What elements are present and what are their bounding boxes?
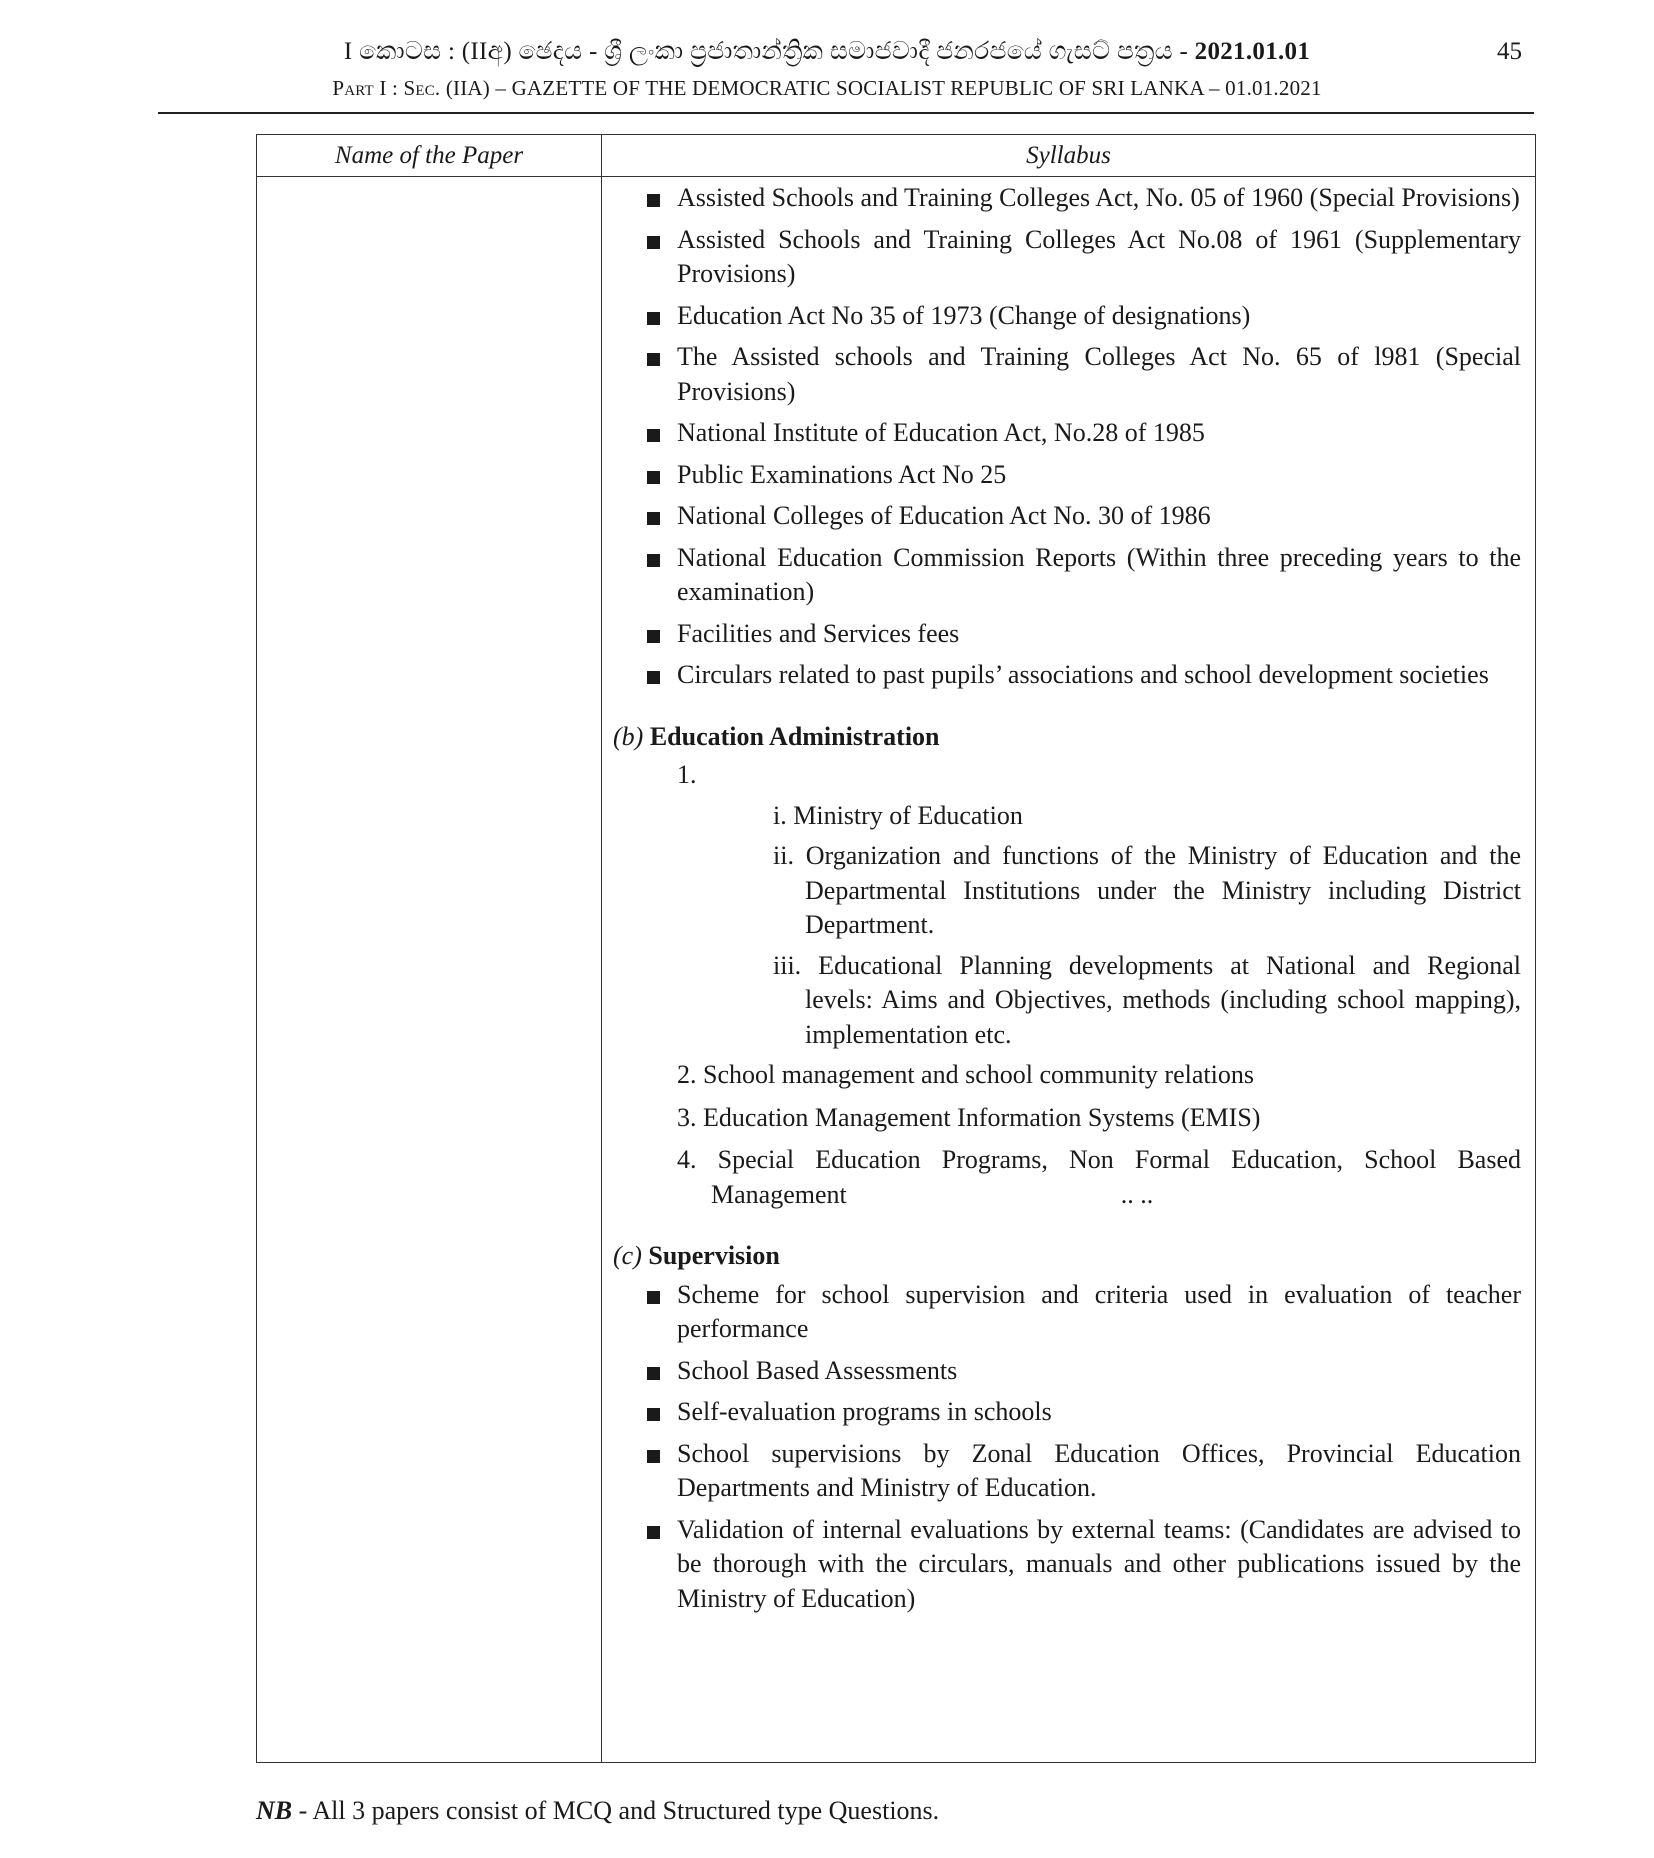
square-bullet-icon <box>647 1291 660 1304</box>
list-item: Validation of internal evaluations by external teams: (Candidates are advised to be thorough with the circulars, manuals and other publications issued by the Ministry of Education) <box>613 1513 1521 1617</box>
square-bullet-icon <box>647 1408 660 1421</box>
header-sinhala-title: I කොටස : (IIඅ) ඡෙදය - ශ්‍රී ලංකා ප්‍රජාතාන්ත්‍රික සමාජවාදී ජනරජයේ ගැසට් පත්‍රය - <box>343 38 1195 65</box>
header-english-title: (IIA) – GAZETTE OF THE DEMOCRATIC SOCIALIST REPUBLIC OF SRI LANKA – 01.01.2021 <box>440 76 1322 100</box>
header-row-divider <box>257 176 1535 177</box>
header-part: Part I <box>332 76 387 100</box>
square-bullet-icon <box>647 353 660 366</box>
list-item: Self-evaluation programs in schools <box>613 1395 1521 1430</box>
acts-list <box>613 181 1521 693</box>
gazette-header-english: Part I : Sec. (IIA) – GAZETTE OF THE DEMOCRATIC SOCIALIST REPUBLIC OF SRI LANKA – 01.01.2021 <box>332 76 1322 100</box>
list-item: iii. Educational Planning developments at National and Regional levels: Aims and Objectives, methods (including school mapping), implementation etc. <box>773 950 1521 1049</box>
list-item: 2. School management and school community relations <box>677 1060 1254 1089</box>
square-bullet-icon <box>647 194 660 207</box>
list-item: School Based Assessments <box>613 1354 1521 1389</box>
header-date: 2021.01.01 <box>1194 38 1311 65</box>
square-bullet-icon <box>647 554 660 567</box>
section-b-heading: (b) Education Administration <box>613 721 940 751</box>
square-bullet-icon <box>647 429 660 442</box>
page-number: 45 <box>1497 38 1522 65</box>
supervision-list <box>613 1278 1521 1617</box>
nb-footnote <box>256 1796 939 1826</box>
list-item: National Colleges of Education Act No. 30 of 1986 <box>613 499 1521 534</box>
section-c-heading: (c) Supervision <box>613 1241 780 1270</box>
square-bullet-icon <box>647 630 660 643</box>
nb-label: NB <box>256 1796 293 1825</box>
header-divider <box>158 112 1534 114</box>
list-item: Facilities and Services fees <box>613 617 1521 652</box>
section-b-roman-list <box>613 799 1521 1053</box>
nb-text: - All 3 papers consist of MCQ and Structured type Questions. <box>292 1796 940 1825</box>
square-bullet-icon <box>647 671 660 684</box>
list-item: School supervisions by Zonal Education Offices, Provincial Education Departments and Ministry of Education. <box>613 1437 1521 1506</box>
section-b-item-1-number: 1. <box>677 760 697 789</box>
square-bullet-icon <box>647 1367 660 1380</box>
square-bullet-icon <box>647 471 660 484</box>
list-item: Circulars related to past pupils’ associations and school development societies <box>613 658 1521 693</box>
list-item: National Institute of Education Act, No.28 of 1985 <box>613 416 1521 451</box>
syllabus-table <box>256 134 1536 1763</box>
gazette-header-sinhala <box>0 38 1654 66</box>
list-item: Assisted Schools and Training Colleges Act No.08 of 1961 (Supplementary Provisions) <box>613 223 1521 292</box>
list-item: Scheme for school supervision and criteria used in evaluation of teacher performance <box>613 1278 1521 1347</box>
square-bullet-icon <box>647 312 660 325</box>
square-bullet-icon <box>647 1450 660 1463</box>
column-header-syllabus: Syllabus <box>1026 142 1111 169</box>
list-item: Education Act No 35 of 1973 (Change of designations) <box>613 299 1521 334</box>
list-item: 4. Special Education Programs, Non Formal Education, School Based Management .. .. <box>677 1143 1521 1212</box>
header-sec: Sec. <box>403 76 441 100</box>
square-bullet-icon <box>647 236 660 249</box>
square-bullet-icon <box>647 1526 660 1539</box>
square-bullet-icon <box>647 512 660 525</box>
list-item: 3. Education Management Information Systems (EMIS) <box>677 1102 1261 1132</box>
column-divider <box>601 135 602 1762</box>
list-item: Public Examinations Act No 25 <box>613 458 1521 493</box>
syllabus-content <box>613 181 1521 1623</box>
list-item: Assisted Schools and Training Colleges Act, No. 05 of 1960 (Special Provisions) <box>613 181 1521 216</box>
list-item: ii. Organization and functions of the Ministry of Education and the Departmental Institutions under the Ministry including District Department. <box>773 841 1521 939</box>
dots-filler: .. .. <box>1120 1179 1154 1209</box>
section-b-numbered-list <box>613 1058 1521 1212</box>
list-item: i. Ministry of Education <box>773 800 1023 830</box>
list-item: The Assisted schools and Training Colleges Act No. 65 of l981 (Special Provisions) <box>613 340 1521 409</box>
list-item: National Education Commission Reports (Within three preceding years to the examination) <box>613 541 1521 610</box>
column-header-name-of-paper: Name of the Paper <box>334 142 524 169</box>
